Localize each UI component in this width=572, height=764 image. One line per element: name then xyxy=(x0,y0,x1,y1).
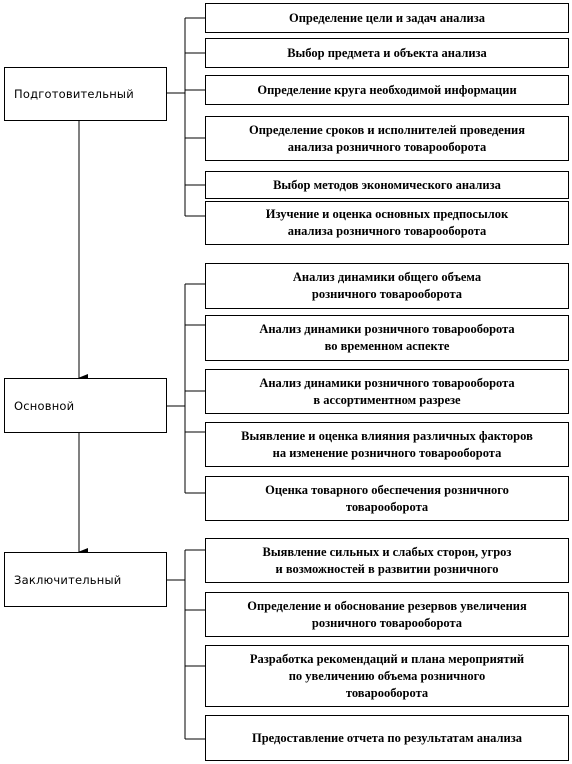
task-text: Анализ динамики розничного товарооборота во временном аспекте xyxy=(259,322,515,353)
task-box xyxy=(205,263,569,309)
task-text: Анализ динамики розничного товарооборота в ассортиментном разрезе xyxy=(259,375,515,407)
task-box xyxy=(205,75,569,105)
final-connectors xyxy=(167,550,205,739)
task-box xyxy=(205,315,569,361)
task-text: Выявление сильных и слабых сторон, угроз и возможностей в развитии розничного xyxy=(262,544,512,576)
task-box xyxy=(205,201,569,245)
task-text: Выбор предмета и объекта анализа xyxy=(287,45,487,60)
task-text: Определение сроков и исполнителей проведения анализа розничного товарооборота xyxy=(249,122,525,154)
task-box xyxy=(205,592,569,637)
preparatory-connectors xyxy=(167,18,205,216)
stage-preparatory-label: Подготовительный xyxy=(14,87,134,101)
stage-final xyxy=(4,552,167,607)
task-text: Предоставление отчета по результатам анализа xyxy=(251,730,523,745)
stage-main-label: Основной xyxy=(14,398,75,413)
task-box xyxy=(205,171,569,199)
task-text: Оценка товарного обеспечения розничного товарооборота xyxy=(265,482,509,514)
task-text: Выявление и оценка влияния различных факторов на изменение розничного товарооборота xyxy=(241,428,533,460)
task-box xyxy=(205,645,569,707)
task-text: Определение цели и задач анализа xyxy=(288,10,485,25)
task-box xyxy=(205,538,569,583)
stage-main xyxy=(4,378,167,433)
task-box xyxy=(205,422,569,467)
task-text: Разработка рекомендаций и плана мероприятий по увеличению объема розничного товарооборота xyxy=(249,651,525,700)
task-box xyxy=(205,369,569,414)
task-box xyxy=(205,116,569,161)
task-box xyxy=(205,715,569,761)
task-box xyxy=(205,3,569,33)
task-text: Выбор методов экономического анализа xyxy=(273,177,501,192)
task-box xyxy=(205,476,569,521)
task-text: Изучение и оценка основных предпосылок анализа розничного товарооборота xyxy=(265,207,509,238)
task-text: Анализ динамики общего объема розничного товарооборота xyxy=(292,270,482,301)
task-text: Определение и обоснование резервов увеличения розничного товарооборота xyxy=(247,598,527,630)
task-text: Определение круга необходимой информации xyxy=(257,82,517,97)
task-box xyxy=(205,38,569,68)
main-connectors xyxy=(167,284,205,493)
stage-final-label: Заключительный xyxy=(14,572,122,587)
stage-preparatory xyxy=(4,67,167,121)
